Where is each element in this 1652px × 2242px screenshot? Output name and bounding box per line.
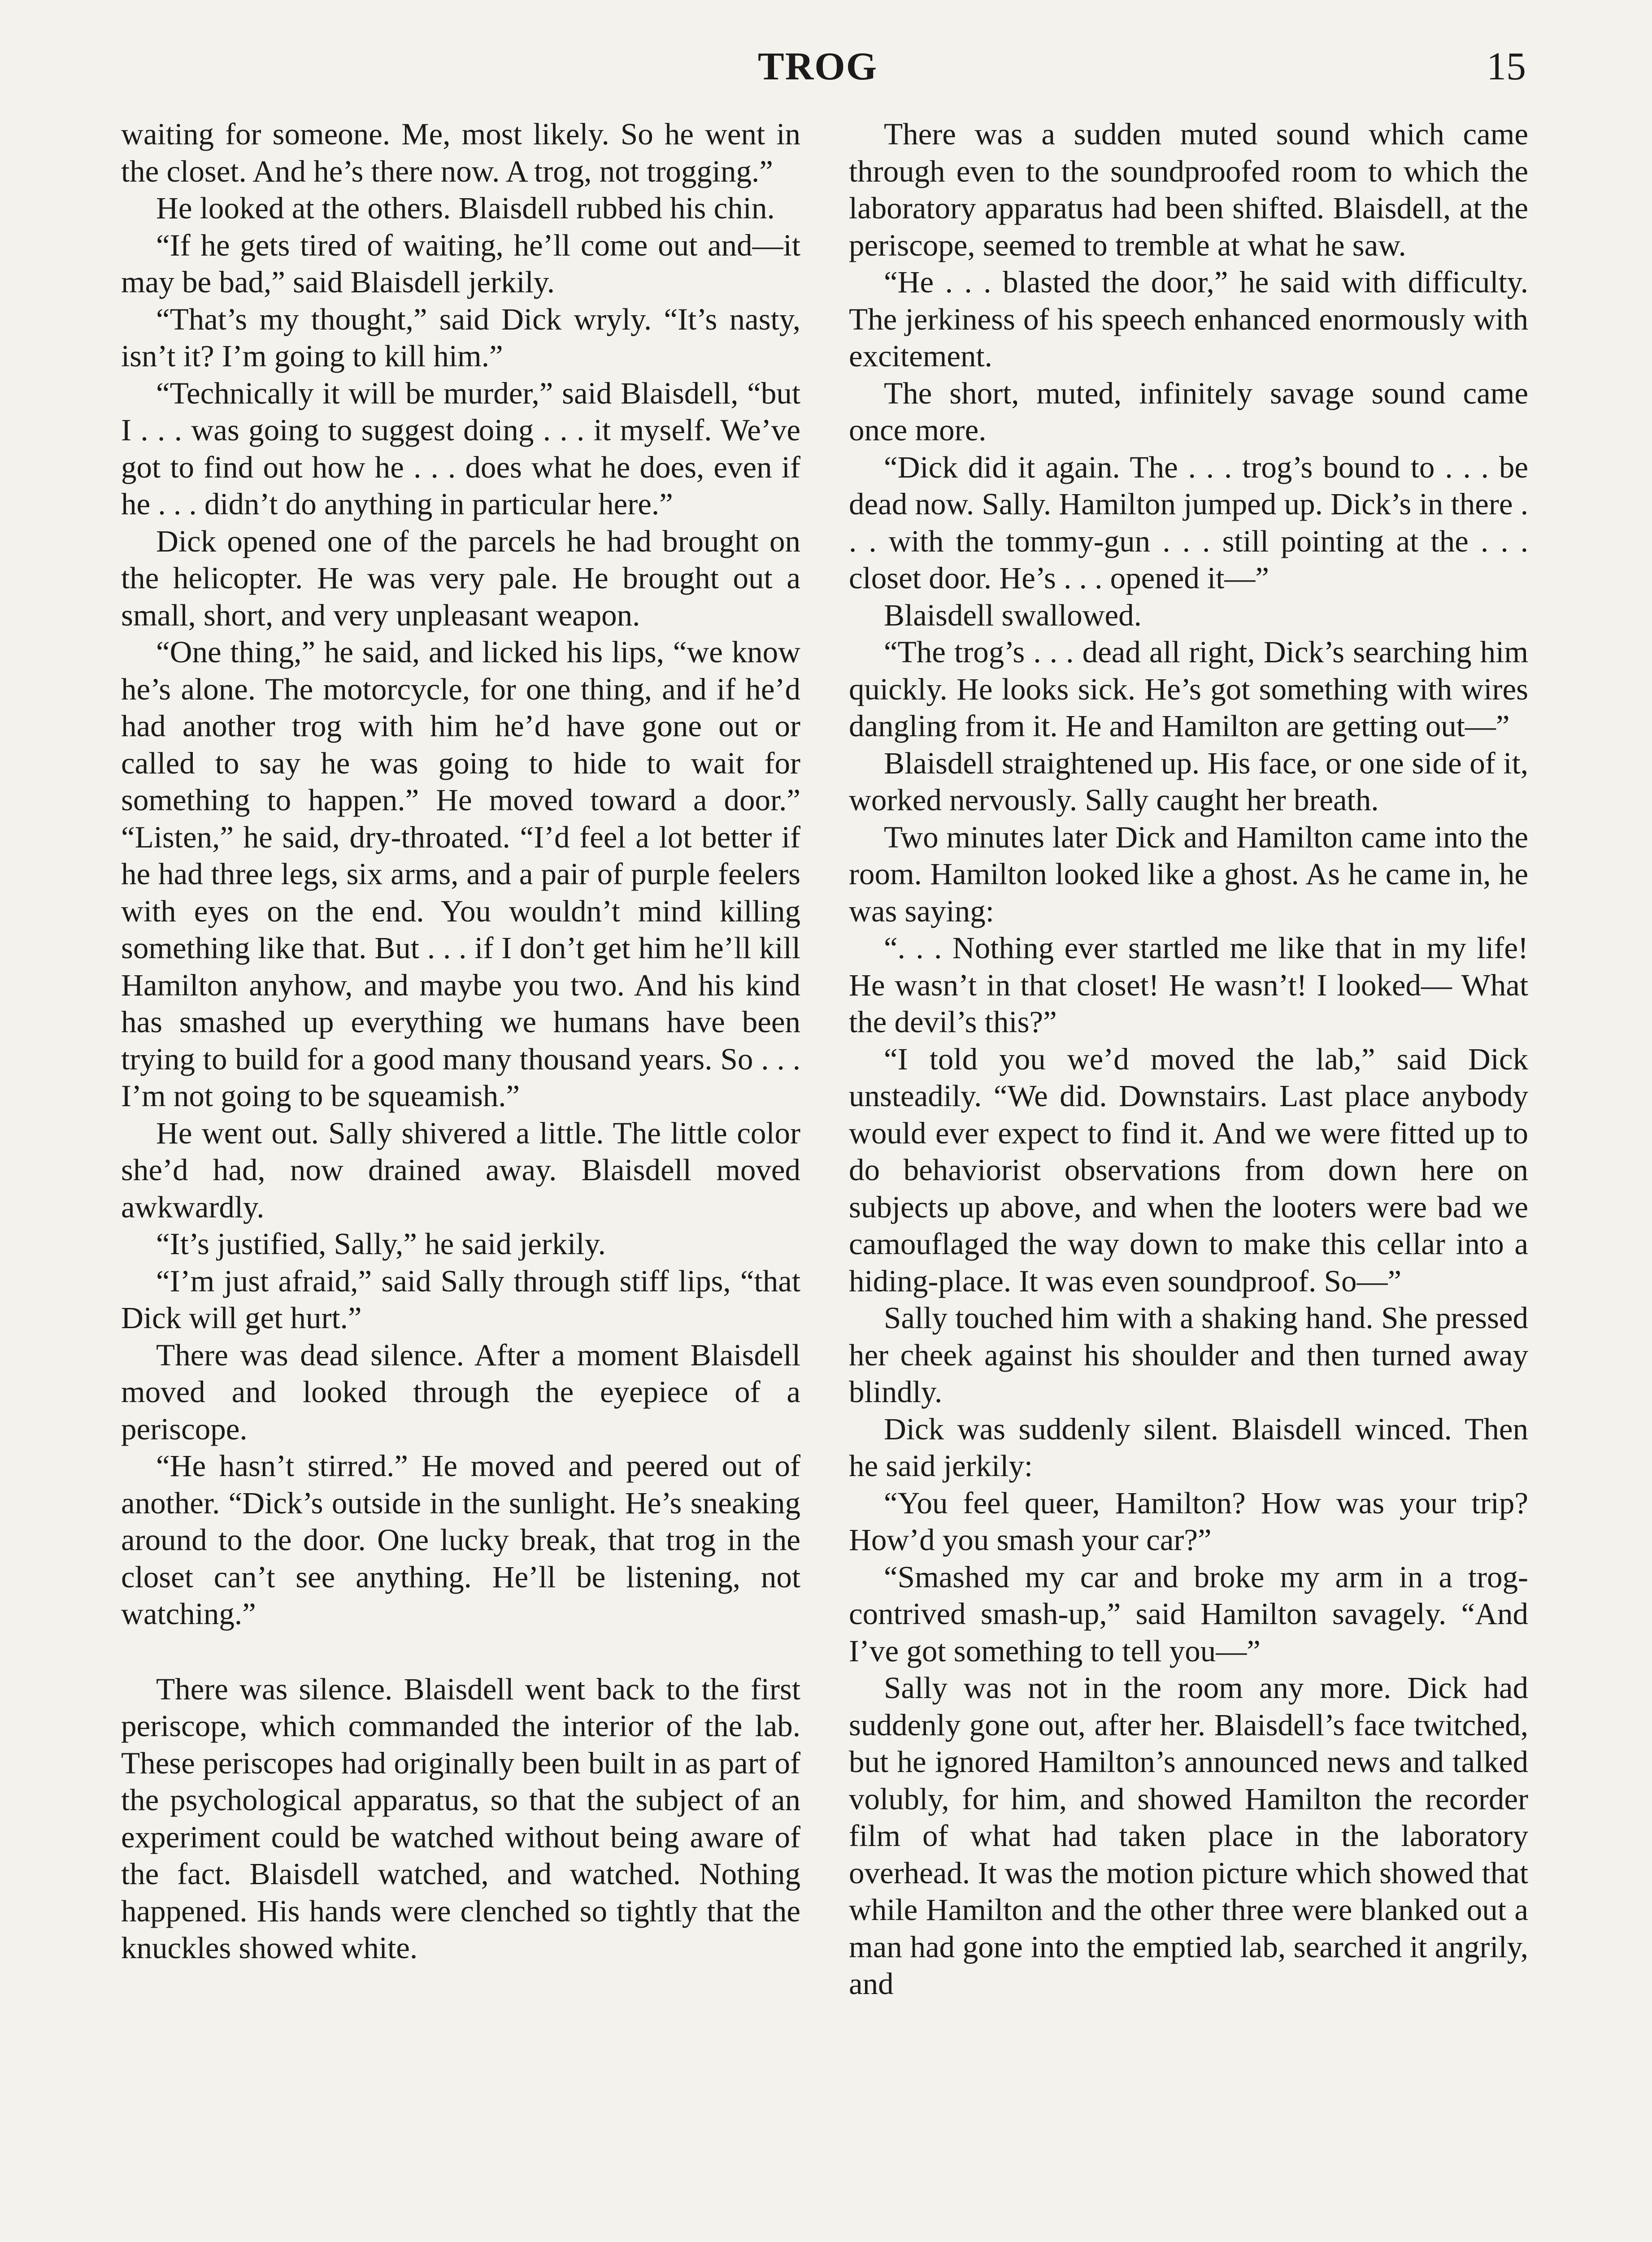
paragraph: There was a sudden muted sound which came through even to the soundproofed room to which the laboratory apparatus had been shifted. Blaisdell, at the periscope, seemed to tremble at what he saw. [849,117,1528,262]
paragraph: He went out. Sally shivered a little. The little color she’d had, now drained away. Blaisdell moved awkwardly. [121,1116,800,1224]
paragraph: Sally touched him with a shaking hand. She pressed her cheek against his shoulder and then turned away blindly. [849,1301,1528,1409]
paragraph: “The trog’s . . . dead all right, Dick’s searching him quickly. He looks sick. He’s got something with wires dangling from it. He and Hamilton are getting out—” [849,635,1528,743]
paragraph: There was dead silence. After a moment Blaisdell moved and looked through the eyepiece of a periscope. [121,1338,800,1446]
paragraph: “One thing,” he said, and licked his lips, “we know he’s alone. The motorcycle, for one thing, and if he’d had another trog with him he’d have gone out or called to say he was going to hide to wait for something to happen.” He moved toward a door.” “Listen,” he said, dry-throated. “I’d feel a lot better if he had three legs, six arms, and a pair of purple feelers with eyes on the end. You wouldn’t mind killing something like that. But . . . if I don’t get him he’ll kill Hamilton anyhow, and maybe you two. And his kind has smashed up everything we humans have been trying to build for a good many thousand years. So . . . I’m not going to be squeamish.” [121,635,800,1113]
paragraph: He looked at the others. Blaisdell rubbed his chin. [156,191,775,225]
paragraph: “That’s my thought,” said Dick wryly. “It’s nasty, isn’t it? I’m going to kill him.” [121,302,800,373]
paragraph: Blaisdell straightened up. His face, or one side of it, worked nervously. Sally caught her breath. [849,746,1528,817]
paragraph: “He hasn’t stirred.” He moved and peered out of another. “Dick’s outside in the sunlight. He’s sneaking around to the door. One lucky break, that trog in the closet can’t see anything. He’ll be listening, not watching.” [121,1449,800,1631]
paragraph: Two minutes later Dick and Hamilton came into the room. Hamilton looked like a ghost. As he came in, he was saying: [849,820,1528,928]
paragraph: “Dick did it again. The . . . trog’s bound to . . . be dead now. Sally. Hamilton jumped up. Dick’s in there . . . with the tommy-gun . . . still pointing at the . . . closet door. He’s . . . opened it—” [849,450,1528,595]
paragraph: Dick opened one of the parcels he had brought on the helicopter. He was very pale. He brought out a small, short, and very unpleasant weapon. [121,524,800,632]
running-head-title: TROG [758,45,878,88]
left-text-column [121,116,800,1967]
paragraph: Blaisdell swallowed. [884,598,1142,632]
paragraph: There was silence. Blaisdell went back to the first periscope, which commanded the interior of the lab. These periscopes had originally been built in as part of the psychological apparatus, so that the subject of an experiment could be watched without being aware of the fact. Blaisdell watched, and watched. Nothing happened. His hands were clenched so tightly that the knuckles showed white. [121,1672,800,1965]
paragraph: “Technically it will be murder,” said Blaisdell, “but I . . . was going to suggest doing . . . it myself. We’ve got to find out how he . . . does what he does, even if he . . . didn’t do anything in particular here.” [121,376,800,521]
paragraph: The short, muted, infinitely savage sound came once more. [849,376,1528,447]
paragraph: “It’s justified, Sally,” he said jerkily. [156,1227,606,1261]
paragraph: “I’m just afraid,” said Sally through stiff lips, “that Dick will get hurt.” [121,1264,800,1335]
paragraph: “If he gets tired of waiting, he’ll come out and—it may be bad,” said Blaisdell jerkily. [121,228,800,299]
page-number: 15 [1487,45,1526,88]
paragraph: “He . . . blasted the door,” he said with difficulty. The jerkiness of his speech enhanced enormously with excitement. [849,265,1528,373]
paragraph: “. . . Nothing ever startled me like that in my life! He wasn’t in that closet! He wasn’t! I looked— What the devil’s this?” [849,931,1528,1039]
paragraph: “Smashed my car and broke my arm in a trog-contrived smash-up,” said Hamilton savagely. “And I’ve got something to tell you—” [849,1560,1528,1668]
paragraph: Sally was not in the room any more. Dick had suddenly gone out, after her. Blaisdell’s face twitched, but he ignored Hamilton’s announced news and talked volubly, for him, and showed Hamilton the recorder film of what had taken place in the laboratory overhead. It was the motion picture which showed that while Hamilton and the other three were blanked out a man had gone into the emptied lab, searched it angrily, and [849,1671,1528,2001]
paragraph: Dick was suddenly silent. Blaisdell winced. Then he said jerkily: [849,1412,1528,1483]
paragraph: “You feel queer, Hamilton? How was your trip? How’d you smash your car?” [849,1486,1528,1557]
section-break [121,1633,800,1671]
paragraph: “I told you we’d moved the lab,” said Dick unsteadily. “We did. Downstairs. Last place anybody would ever expect to find it. And we were fitted up to do behaviorist observations from down here on subjects up above, and when the looters were bad we camouflaged the way down to make this cellar into a hiding-place. It was even soundproof. So—” [849,1042,1528,1298]
right-text-column [849,116,1528,2003]
paragraph: waiting for someone. Me, most likely. So he went in the closet. And he’s there now. A trog, not trogging.” [121,117,800,188]
